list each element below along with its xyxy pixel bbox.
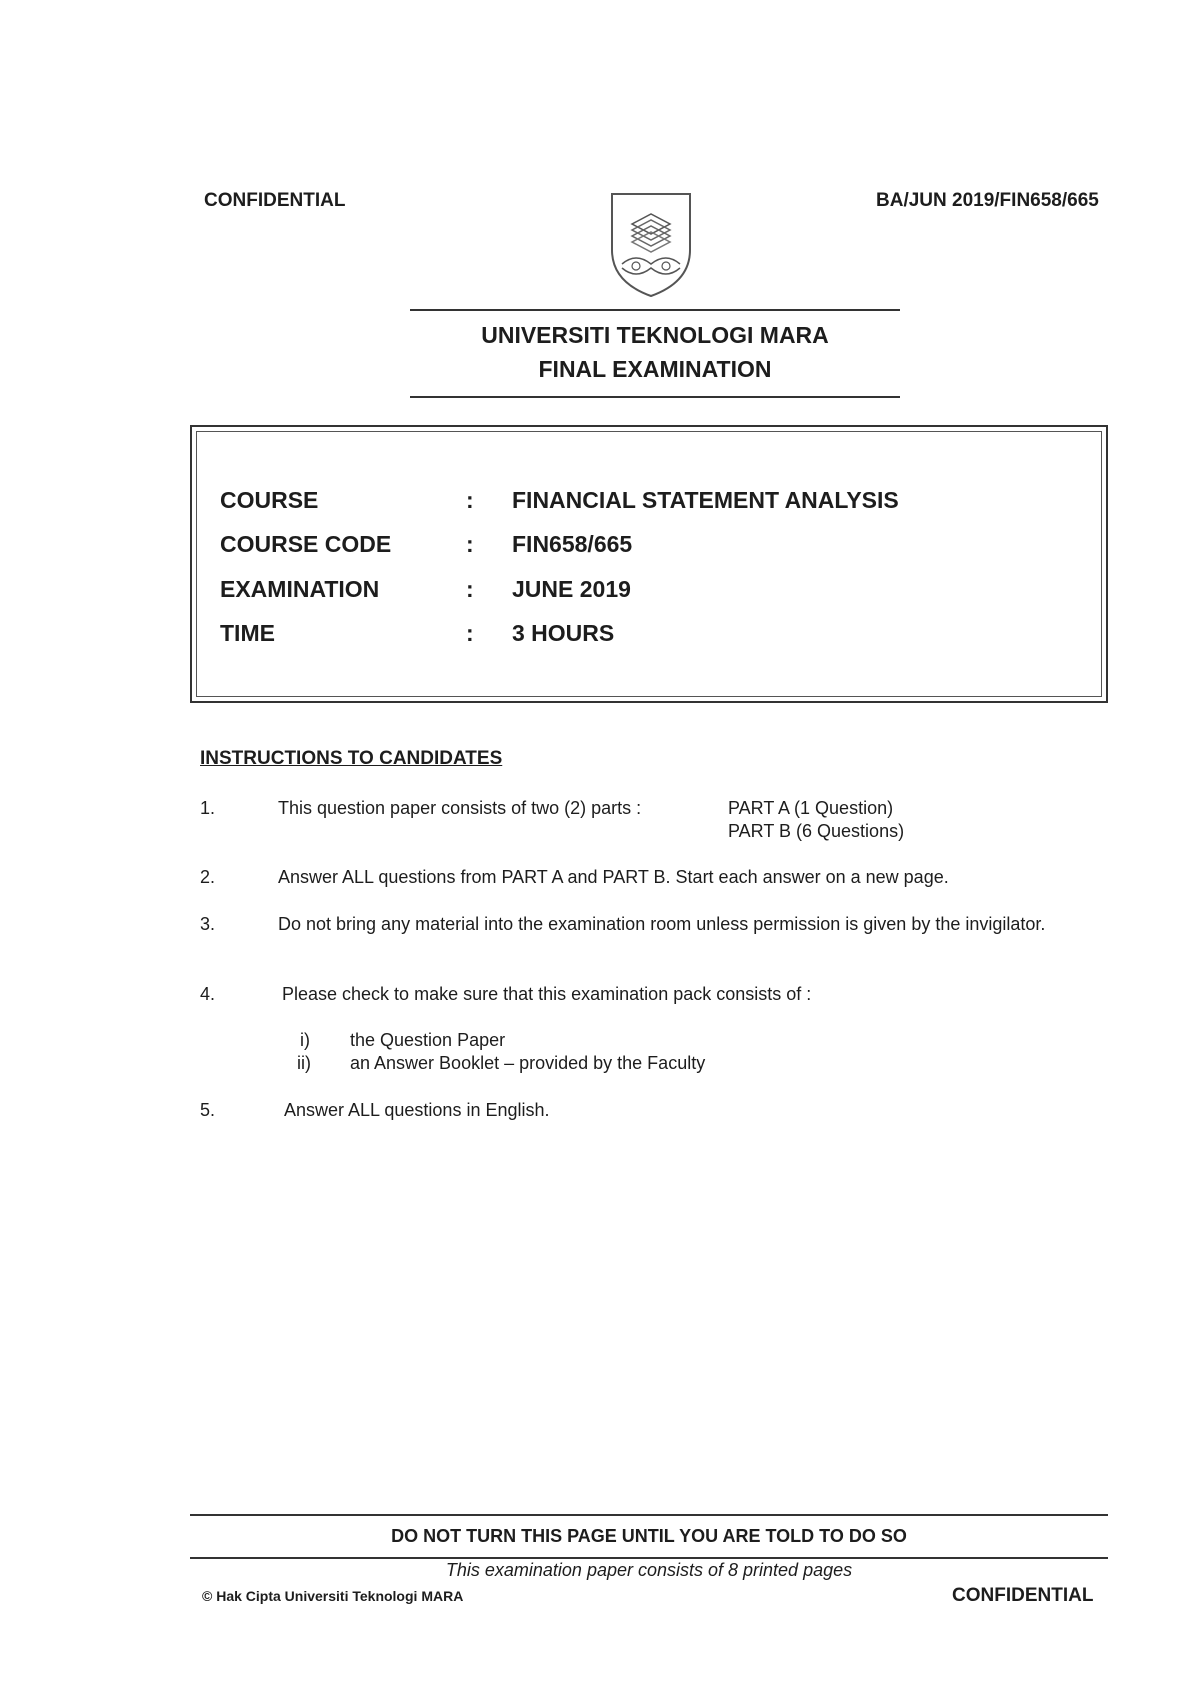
footer-confidential: CONFIDENTIAL bbox=[952, 1585, 1094, 1606]
course-code-value: FIN658/665 bbox=[512, 531, 633, 557]
header-confidential: CONFIDENTIAL bbox=[204, 190, 346, 211]
time-label: TIME bbox=[220, 620, 275, 646]
footer-bottom-rule bbox=[190, 1557, 1108, 1559]
title-bottom-rule bbox=[410, 396, 900, 398]
footer-top-rule bbox=[190, 1514, 1108, 1516]
time-value: 3 HOURS bbox=[512, 620, 615, 646]
instruction-3-number: 3. bbox=[200, 914, 216, 934]
examination-colon: : bbox=[466, 576, 474, 602]
course-value: FINANCIAL STATEMENT ANALYSIS bbox=[512, 487, 899, 513]
course-colon: : bbox=[466, 487, 474, 513]
instruction-4-subitem-2-number: ii) bbox=[297, 1053, 311, 1073]
instruction-1-text: This question paper consists of two (2) parts : bbox=[278, 798, 642, 818]
instruction-5-text: Answer ALL questions in English. bbox=[284, 1100, 550, 1120]
instruction-2-number: 2. bbox=[200, 867, 216, 887]
examination-value: JUNE 2019 bbox=[512, 576, 631, 602]
instruction-5-number: 5. bbox=[200, 1100, 216, 1120]
course-code-label: COURSE CODE bbox=[220, 531, 392, 557]
instruction-4-subitem-1-text: the Question Paper bbox=[350, 1030, 506, 1050]
header-paper-code: BA/JUN 2019/FIN658/665 bbox=[876, 190, 1099, 211]
instruction-1-part-b: PART B (6 Questions) bbox=[728, 821, 905, 841]
instruction-2-text: Answer ALL questions from PART A and PART B. Start each answer on a new page. bbox=[278, 867, 949, 887]
instruction-1-part-a: PART A (1 Question) bbox=[728, 798, 894, 818]
university-crest-logo bbox=[608, 190, 694, 300]
instructions-title: INSTRUCTIONS TO CANDIDATES bbox=[200, 748, 503, 769]
course-info-box-inner bbox=[196, 431, 1102, 697]
examination-label: EXAMINATION bbox=[220, 576, 380, 602]
footer-page-count: This examination paper consists of 8 printed pages bbox=[445, 1560, 853, 1580]
instruction-3-text: Do not bring any material into the examination room unless permission is given by the invigilator. bbox=[278, 914, 1046, 934]
footer-copyright: © Hak Cipta Universiti Teknologi MARA bbox=[202, 1588, 464, 1604]
footer-warning: DO NOT TURN THIS PAGE UNTIL YOU ARE TOLD TO DO SO bbox=[391, 1526, 907, 1546]
exam-title: FINAL EXAMINATION bbox=[538, 356, 772, 382]
instruction-4-subitem-1-number: i) bbox=[300, 1030, 310, 1050]
university-name: UNIVERSITI TEKNOLOGI MARA bbox=[481, 322, 829, 348]
instruction-1-number: 1. bbox=[200, 798, 216, 818]
instruction-4-number: 4. bbox=[200, 984, 216, 1004]
time-colon: : bbox=[466, 620, 474, 646]
course-label: COURSE bbox=[220, 487, 319, 513]
course-code-colon: : bbox=[466, 531, 474, 557]
title-top-rule bbox=[410, 309, 900, 311]
instruction-4-text: Please check to make sure that this examination pack consists of : bbox=[282, 984, 812, 1004]
instruction-4-subitem-2-text: an Answer Booklet – provided by the Faculty bbox=[350, 1053, 706, 1073]
